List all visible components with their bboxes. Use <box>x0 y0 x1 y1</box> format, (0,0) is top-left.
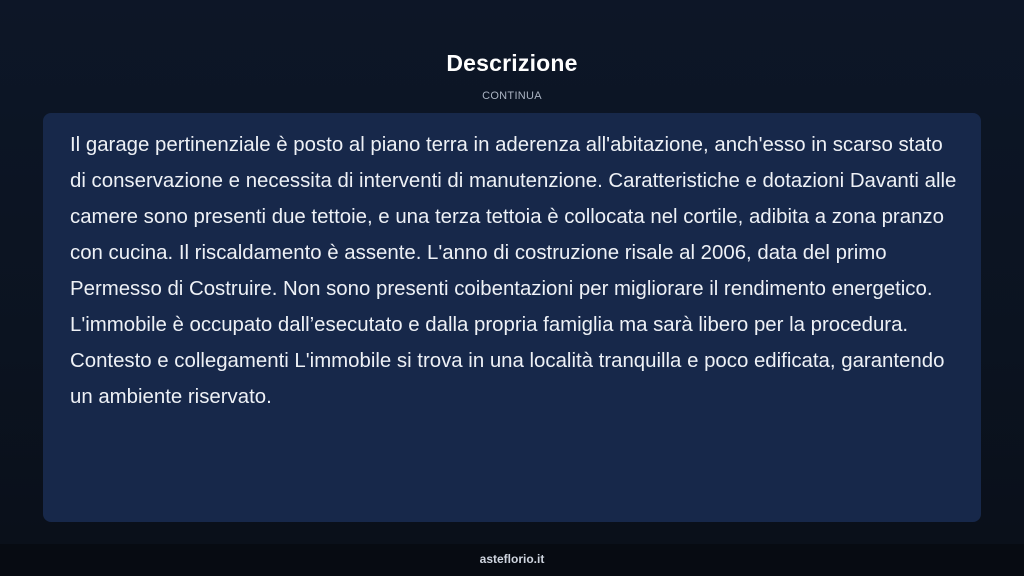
page-title: Descrizione <box>446 50 578 76</box>
footer-bar <box>0 544 1024 576</box>
footer-site-name: asteflorio.it <box>479 552 545 566</box>
description-text: Il garage pertinenziale è posto al piano terra in aderenza all'abitazione, anch'esso in scarso stato di conservazione e necessita di interventi di manutenzione. Caratteristiche e dotazioni Davanti alle camere sono presenti due tettoie, e una terza tettoia è collocata nel cortile, adibita a zona pranzo con cucina. Il riscaldamento è assente. L'anno di costruzione risale al 2006, data del primo Permesso di Costruire. Non sono presenti coibentazioni per migliorare il rendimento energetico. L'immobile è occupato dall’esecutato e dalla propria famiglia ma sarà libero per la procedura. Contesto e collegamenti L'immobile si trova in una località tranquilla e poco edificata, garantendo un ambiente riservato. <box>70 134 957 408</box>
page-subtitle: CONTINUA <box>482 90 542 102</box>
description-card <box>43 113 981 522</box>
